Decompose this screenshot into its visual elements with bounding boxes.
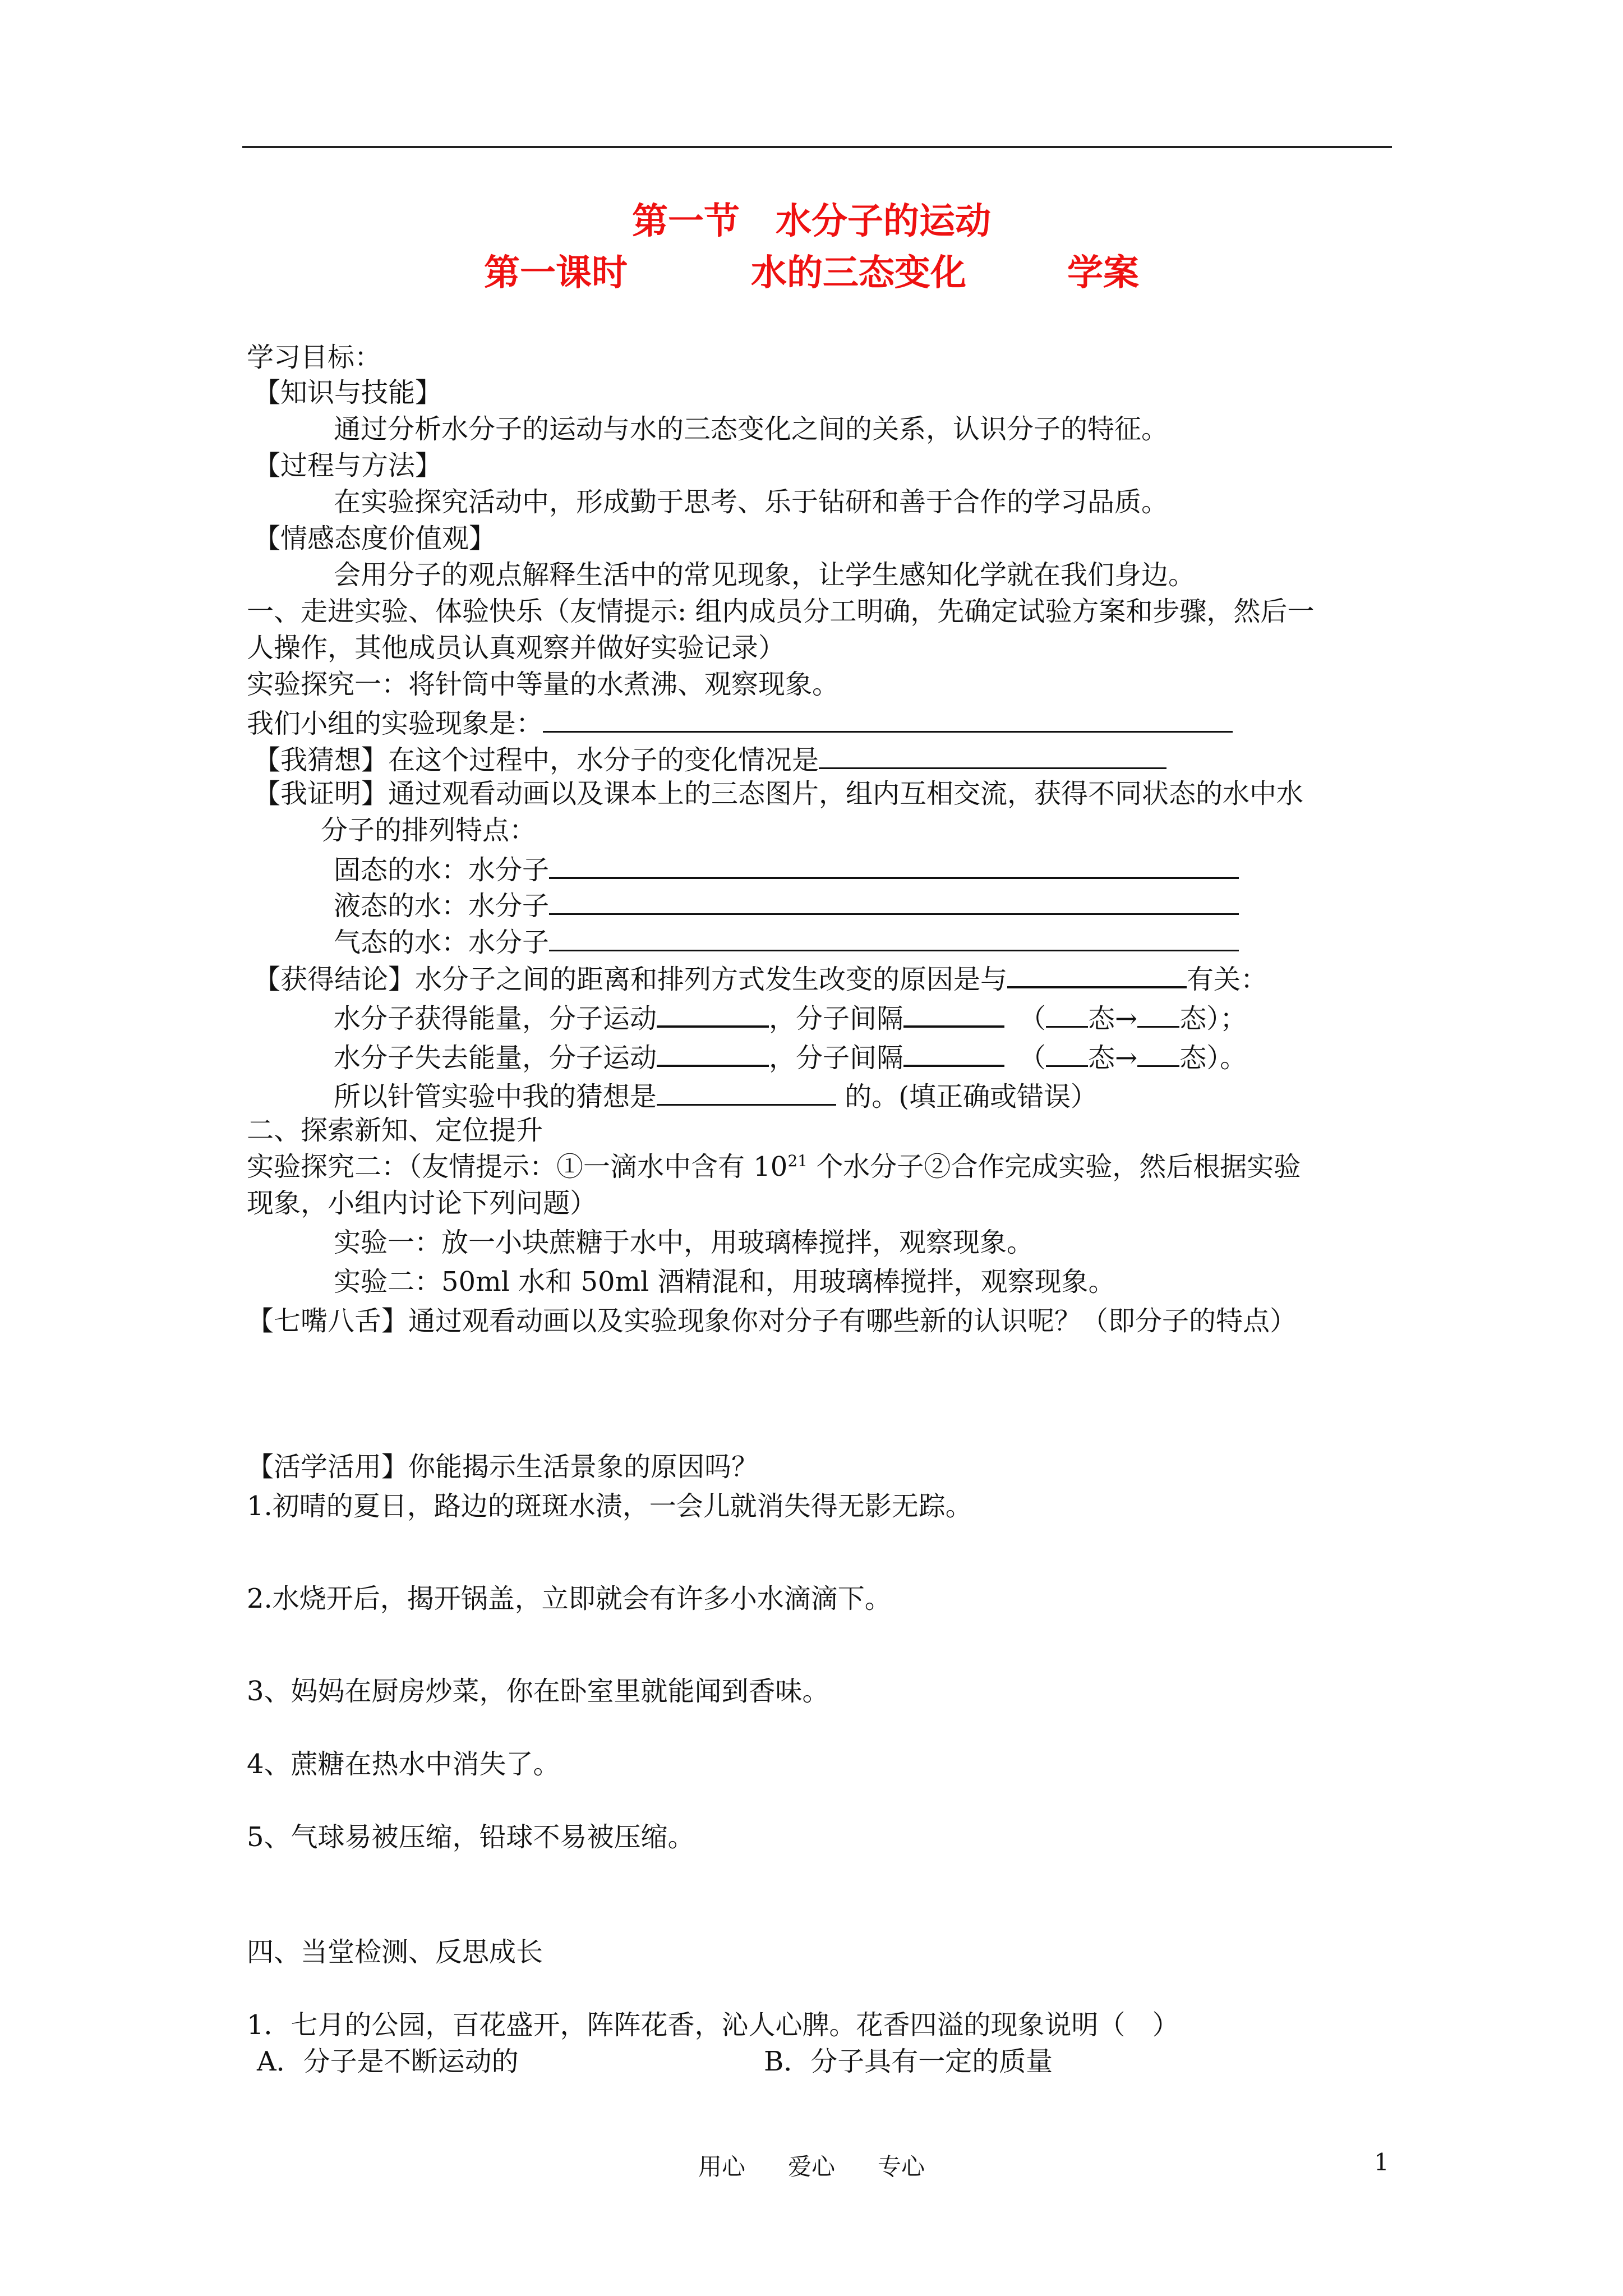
solid-blank[interactable] <box>549 850 1239 879</box>
observation-line <box>247 704 1233 740</box>
gain-paren-close: 态）； <box>1179 1003 1247 1034</box>
lose-spacing-text: ，分子间隔 <box>769 1042 904 1074</box>
emotion-label: 【情感态度价值观】 <box>253 523 496 554</box>
gain-spacing-blank[interactable] <box>903 999 1004 1028</box>
apply-question-5: 5、气球易被压缩，铅球不易被压缩。 <box>247 1821 695 1853</box>
gas-line <box>334 923 1239 959</box>
process-text: 在实验探究活动中，形成勤于思考、乐于钻研和善于合作的学习品质。 <box>334 486 1169 518</box>
sub-experiment2: 实验二：50ml 水和 50ml 酒精混和，用玻璃棒搅拌，观察现象。 <box>334 1266 1115 1297</box>
experiment2-line <box>247 1150 1301 1184</box>
judge-blank[interactable] <box>657 1077 836 1106</box>
guess-prompt: 【我猜想】在这个过程中，水分子的变化情况是 <box>253 744 819 776</box>
liquid-prompt: 液态的水：水分子 <box>334 890 550 922</box>
judge-prompt: 所以针管实验中我的猜想是 <box>334 1081 657 1112</box>
lose-arrow-text: 态→ <box>1088 1042 1138 1074</box>
apply-question-3: 3、妈妈在厨房炒菜，你在卧室里就能闻到香味。 <box>247 1676 829 1707</box>
option-a: A．分子是不断运动的 <box>257 2046 519 2077</box>
lose-spacing-blank[interactable] <box>903 1038 1004 1067</box>
experiment2-text: 实验探究二：（友情提示：①一滴水中含有 10 <box>247 1151 788 1182</box>
prove-text-cont: 分子的排列特点： <box>321 815 537 846</box>
objectives-heading: 学习目标： <box>247 342 382 373</box>
header-rule <box>242 146 1392 148</box>
prove-text: 【我证明】通过观看动画以及课本上的三态图片，组内互相交流，获得不同状态的水中水 <box>253 778 1304 809</box>
knowledge-text: 通过分析水分子的运动与水的三态变化之间的关系，认识分子的特征。 <box>334 413 1169 445</box>
guess-line <box>253 740 1166 777</box>
observation-prompt: 我们小组的实验现象是： <box>247 708 543 739</box>
apply-question-1: 1.初晴的夏日，路边的斑斑水渍，一会儿就消失得无影无踪。 <box>247 1490 972 1522</box>
section1-intro-cont: 人操作，其他成员认真观察并做好实验记录） <box>247 632 786 664</box>
gain-from-state-blank[interactable] <box>1046 999 1088 1028</box>
lose-from-state-blank[interactable] <box>1046 1038 1088 1067</box>
footer-motto-1: 用心 <box>698 2153 745 2180</box>
solid-line <box>334 850 1239 887</box>
section1-intro: 一、走进实验、体验快乐（友情提示: 组内成员分工明确，先确定试验方案和步骤，然后一 <box>247 596 1315 627</box>
gain-energy-line <box>334 999 1247 1036</box>
section4-heading: 四、当堂检测、反思成长 <box>247 1936 543 1968</box>
experiment2-text-cont: 个水分子②合作完成实验，然后根据实验 <box>807 1151 1301 1182</box>
lesson-title <box>0 251 1623 296</box>
lose-paren-open: （ <box>1019 1042 1046 1074</box>
gain-to-state-blank[interactable] <box>1137 999 1179 1028</box>
option-b: B．分子具有一定的质量 <box>764 2046 1053 2077</box>
lose-to-state-blank[interactable] <box>1137 1038 1179 1067</box>
experiment1: 实验探究一：将针筒中等量的水煮沸、观察现象。 <box>247 669 840 700</box>
emotion-text: 会用分子的观点解释生活中的常见现象，让学生感知化学就在我们身边。 <box>334 559 1196 591</box>
conclusion-suffix: 有关： <box>1187 964 1268 995</box>
observation-blank[interactable] <box>543 704 1233 733</box>
lose-energy-text: 水分子失去能量，分子运动 <box>334 1042 657 1074</box>
page-number: 1 <box>1374 2148 1389 2176</box>
apply-heading: 【活学活用】你能揭示生活景象的原因吗？ <box>247 1451 759 1483</box>
liquid-blank[interactable] <box>549 886 1239 915</box>
conclusion-prompt: 【获得结论】水分子之间的距离和排列方式发生改变的原因是与 <box>253 964 1008 995</box>
process-label: 【过程与方法】 <box>253 450 442 481</box>
liquid-line <box>334 886 1239 923</box>
apply-question-4: 4、蔗糖在热水中消失了。 <box>247 1749 560 1780</box>
guess-blank[interactable] <box>819 740 1166 769</box>
apply-question-2: 2.水烧开后，揭开锅盖，立即就会有许多小水滴滴下。 <box>247 1583 892 1614</box>
lesson-topic: 水的三态变化 <box>751 252 966 294</box>
conclusion-blank[interactable] <box>1007 959 1187 988</box>
discussion-prompt: 【七嘴八舌】通过观看动画以及实验现象你对分子有哪些新的认识呢？（即分子的特点） <box>247 1305 1297 1337</box>
judge-line <box>334 1077 1098 1114</box>
experiment2-text-wrap: 现象，小组内讨论下列问题） <box>247 1188 597 1219</box>
gain-paren-open: （ <box>1019 1003 1046 1034</box>
gain-motion-blank[interactable] <box>657 999 769 1028</box>
conclusion-line <box>253 959 1267 996</box>
gas-blank[interactable] <box>549 923 1239 951</box>
lesson-number: 第一课时 <box>484 252 628 294</box>
gain-energy-text: 水分子获得能量，分子运动 <box>334 1003 657 1034</box>
judge-suffix: 的。(填正确或错误） <box>836 1081 1098 1112</box>
gain-arrow-text: 态→ <box>1088 1003 1138 1034</box>
lesson-type: 学案 <box>1067 252 1139 294</box>
lose-paren-close: 态）。 <box>1179 1042 1247 1074</box>
footer-motto-2: 爱心 <box>787 2153 835 2180</box>
test-question-1: 1．七月的公园，百花盛开，阵阵花香，沁人心脾。花香四溢的现象说明（ ） <box>247 2009 1179 2041</box>
solid-prompt: 固态的水：水分子 <box>334 854 550 886</box>
lose-motion-blank[interactable] <box>657 1038 769 1067</box>
footer-motto-3: 专心 <box>878 2153 925 2180</box>
gas-prompt: 气态的水：水分子 <box>334 927 550 958</box>
lose-energy-line <box>334 1038 1247 1075</box>
sub-experiment1: 实验一：放一小块蔗糖于水中，用玻璃棒搅拌，观察现象。 <box>334 1227 1034 1258</box>
exponent: 21 <box>787 1152 808 1170</box>
section2-heading: 二、探索新知、定位提升 <box>247 1115 543 1146</box>
gain-spacing-text: ，分子间隔 <box>769 1003 904 1034</box>
knowledge-label: 【知识与技能】 <box>253 377 442 408</box>
section-title: 第一节 水分子的运动 <box>632 200 991 242</box>
